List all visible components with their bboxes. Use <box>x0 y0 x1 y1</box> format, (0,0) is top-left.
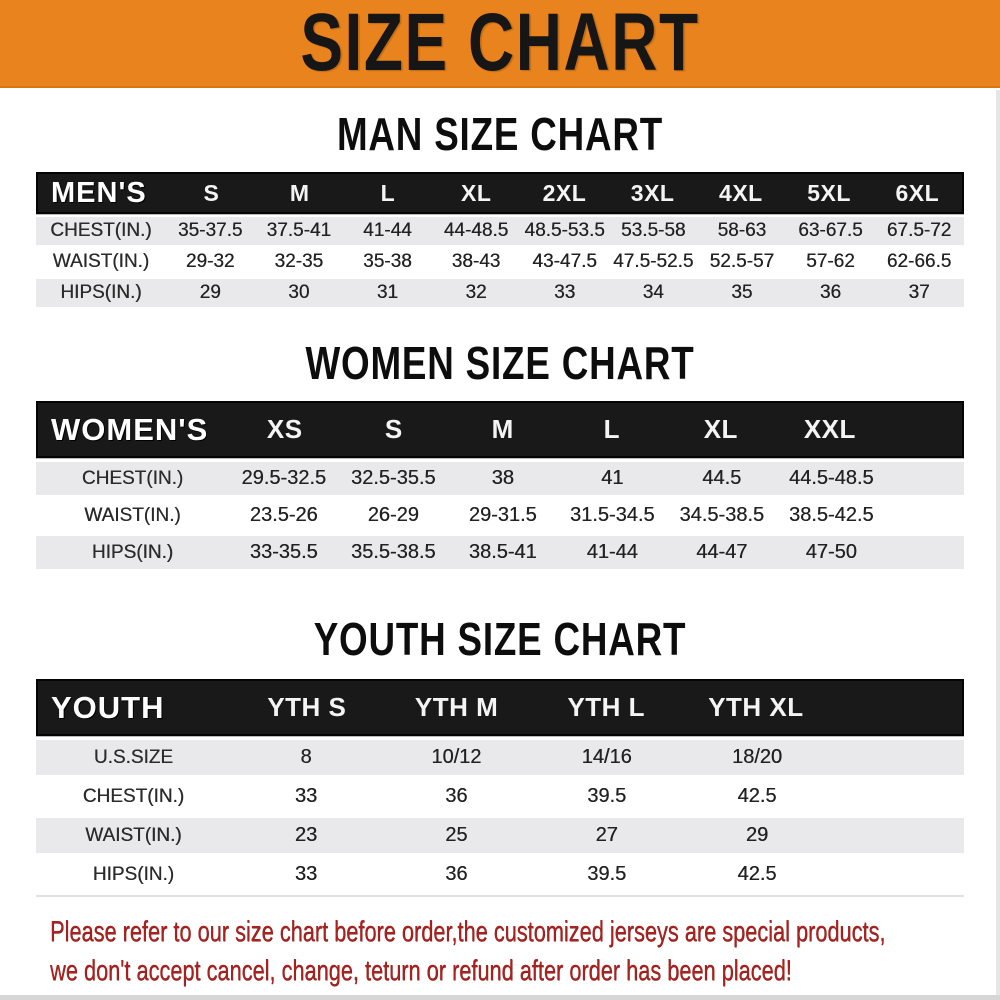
size-value-cell: 44.5-48.5 <box>789 467 874 489</box>
size-value-cell: 58-63 <box>717 220 767 241</box>
size-value-cell: 44.5 <box>702 467 742 489</box>
youth-group-label: YOUTH <box>51 689 165 725</box>
size-value-cell: 37 <box>908 282 930 303</box>
women-row-hips-in. <box>36 536 964 569</box>
row-label: CHEST(IN.) <box>50 220 152 241</box>
size-value-cell: 38 <box>491 467 514 489</box>
men-size-header-l: L <box>380 179 396 206</box>
men-size-table <box>36 172 964 307</box>
size-value-cell: 36 <box>445 863 468 885</box>
size-value-cell: 32-35 <box>274 251 324 272</box>
size-value-cell: 29 <box>745 824 769 846</box>
youth-size-table <box>36 679 964 897</box>
men-size-header-5xl: 5XL <box>807 179 851 206</box>
youth-row-hips-in. <box>36 857 964 892</box>
size-value-cell: 42.5 <box>737 863 777 885</box>
size-value-cell: 33 <box>294 785 318 807</box>
size-value-cell: 38.5-41 <box>468 541 537 563</box>
size-value-cell: 27 <box>595 824 618 846</box>
footnote-line-2: we don't accept cancel, change, teturn or refund after order has been placed! <box>50 955 792 987</box>
size-value-cell: 41 <box>601 467 624 489</box>
women-size-header-l: L <box>603 414 620 444</box>
size-value-cell: 25 <box>445 824 468 846</box>
men-section-title: MAN SIZE CHART <box>336 108 664 160</box>
size-value-cell: 33 <box>294 863 318 885</box>
women-section-title: WOMEN SIZE CHART <box>305 337 695 389</box>
men-table-header <box>36 172 964 214</box>
size-value-cell: 29-32 <box>185 251 235 272</box>
women-size-header-xs: XS <box>266 414 303 444</box>
size-value-cell: 36 <box>445 785 468 807</box>
youth-size-header-yth-s: YTH S <box>267 692 347 722</box>
section-women <box>0 339 1000 569</box>
size-value-cell: 29 <box>199 282 221 303</box>
men-size-header-s: S <box>203 179 220 206</box>
row-label: CHEST(IN.) <box>82 785 185 807</box>
size-value-cell: 34.5-38.5 <box>679 504 765 526</box>
size-value-cell: 14/16 <box>581 746 632 768</box>
women-size-table <box>36 401 964 569</box>
men-row-waist-in. <box>36 248 964 276</box>
youth-row-waist-in. <box>36 818 964 853</box>
size-value-cell: 47-50 <box>805 541 857 563</box>
size-value-cell: 53.5-58 <box>621 220 686 241</box>
size-value-cell: 33-35.5 <box>249 541 318 563</box>
youth-size-header-yth-m: YTH M <box>414 692 499 722</box>
size-value-cell: 37.5-41 <box>266 220 332 241</box>
size-value-cell: 10/12 <box>431 746 482 768</box>
men-row-chest-in. <box>36 217 964 245</box>
size-value-cell: 42.5 <box>737 785 777 807</box>
youth-row-chest-in. <box>36 779 964 814</box>
size-value-cell: 47.5-52.5 <box>613 251 694 272</box>
size-value-cell: 62-66.5 <box>886 251 952 272</box>
section-men <box>0 110 1000 307</box>
youth-section-title: YOUTH SIZE CHART <box>313 613 687 665</box>
size-value-cell: 35.5-38.5 <box>351 541 436 563</box>
size-value-cell: 26-29 <box>367 504 419 526</box>
size-value-cell: 32.5-35.5 <box>351 467 436 489</box>
size-value-cell: 32 <box>465 282 487 303</box>
row-label: CHEST(IN.) <box>81 467 184 489</box>
row-label: HIPS(IN.) <box>92 863 175 885</box>
women-size-header-xxl: XXL <box>803 414 856 444</box>
size-value-cell: 34 <box>642 282 664 303</box>
youth-table-header <box>36 679 964 736</box>
size-value-cell: 57-62 <box>806 251 855 272</box>
size-value-cell: 8 <box>300 746 312 768</box>
size-value-cell: 31 <box>376 282 398 303</box>
size-value-cell: 63-67.5 <box>798 220 863 241</box>
size-value-cell: 44-47 <box>696 541 748 563</box>
banner-title: SIZE CHART <box>300 0 700 88</box>
women-row-waist-in. <box>36 499 964 532</box>
row-label: WAIST(IN.) <box>84 504 181 526</box>
men-size-header-m: M <box>289 179 310 206</box>
row-label: HIPS(IN.) <box>91 541 174 563</box>
youth-size-header-yth-l: YTH L <box>567 692 646 722</box>
footnote-line-1: Please refer to our size chart before order,the customized jerseys are special products, <box>50 916 886 948</box>
row-label: WAIST(IN.) <box>52 251 150 272</box>
size-value-cell: 30 <box>288 282 310 303</box>
section-youth <box>0 615 1000 897</box>
women-row-chest-in. <box>36 462 964 495</box>
row-label: U.S.SIZE <box>93 746 174 768</box>
men-size-header-3xl: 3XL <box>630 179 675 206</box>
men-size-header-xl: XL <box>460 179 492 206</box>
size-value-cell: 35 <box>731 282 753 303</box>
banner <box>0 0 1000 88</box>
photo-edge-bottom <box>0 995 1000 1000</box>
size-value-cell: 41-44 <box>586 541 638 563</box>
size-value-cell: 39.5 <box>587 863 627 885</box>
size-value-cell: 33 <box>554 282 576 303</box>
women-table-header <box>36 401 964 458</box>
size-value-cell: 52.5-57 <box>709 251 775 272</box>
footnote <box>50 913 1000 991</box>
men-group-label: MEN'S <box>51 176 147 209</box>
size-value-cell: 39.5 <box>587 785 627 807</box>
size-value-cell: 29.5-32.5 <box>241 467 327 489</box>
men-size-header-4xl: 4XL <box>719 179 763 206</box>
size-value-cell: 38.5-42.5 <box>789 504 874 526</box>
youth-size-header-yth-xl: YTH XL <box>708 692 804 722</box>
men-size-header-2xl: 2XL <box>542 179 587 206</box>
size-value-cell: 38-43 <box>451 251 501 272</box>
size-value-cell: 35-37.5 <box>177 220 243 241</box>
size-value-cell: 67.5-72 <box>886 220 952 241</box>
size-value-cell: 35-38 <box>363 251 412 272</box>
women-group-label: WOMEN'S <box>51 411 209 447</box>
men-row-hips-in. <box>36 279 964 307</box>
row-label: HIPS(IN.) <box>60 282 142 303</box>
size-value-cell: 23.5-26 <box>249 504 318 526</box>
size-value-cell: 18/20 <box>731 746 783 768</box>
youth-row-u.s.size <box>36 740 964 775</box>
size-value-cell: 48.5-53.5 <box>524 220 605 241</box>
photo-edge-right <box>996 90 1000 1000</box>
size-value-cell: 43-47.5 <box>532 251 597 272</box>
women-size-header-xl: XL <box>703 414 738 444</box>
size-value-cell: 29-31.5 <box>468 504 537 526</box>
size-value-cell: 31.5-34.5 <box>570 504 655 526</box>
size-value-cell: 41-44 <box>363 220 412 241</box>
men-size-header-6xl: 6XL <box>895 179 940 206</box>
size-value-cell: 36 <box>819 282 842 303</box>
row-label: WAIST(IN.) <box>85 824 182 846</box>
size-value-cell: 23 <box>294 824 318 846</box>
women-size-header-m: M <box>491 414 514 444</box>
women-size-header-s: S <box>384 414 403 444</box>
size-value-cell: 44-48.5 <box>443 220 509 241</box>
